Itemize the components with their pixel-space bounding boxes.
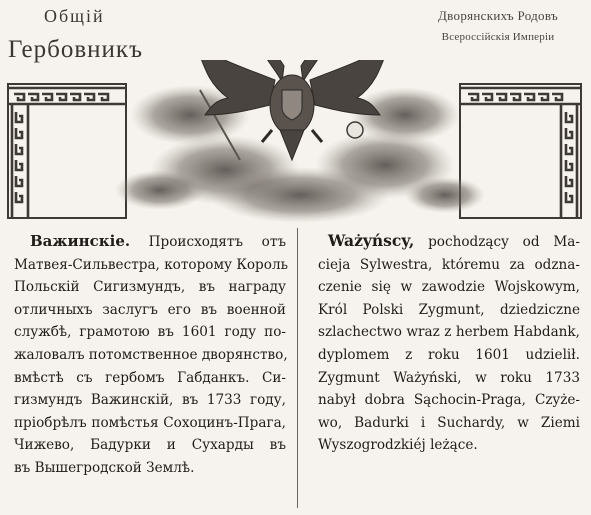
entry-line: nabył dobra Sąchocin-Praga, Czyże-	[318, 392, 580, 409]
family-name-polish: Ważyńscy,	[328, 231, 415, 250]
entry-line: отличныхъ заслугъ его въ военной	[14, 301, 286, 318]
subtitle-line-2: Всероссійскія Имперіи	[441, 31, 555, 43]
entry-line: cieja Sylwestra, któremu za odzna-	[318, 256, 580, 273]
entry-line: въ Вышегродской Землѣ.	[14, 459, 195, 476]
column-divider	[297, 228, 298, 508]
entry-line: жаловалъ потомственное дворянство,	[14, 346, 288, 363]
entry-line: Чижево, Бадурки и Сухарды въ	[14, 437, 286, 454]
entry-line: wo, Badurki i Suchardy, w Ziemi	[318, 414, 580, 431]
subtitle-line-1: Дворянскихъ Родовъ	[438, 8, 558, 23]
entry-line: службѣ, грамотою въ 1601 году по-	[14, 324, 286, 341]
entry-line: Wyszogrodzkiéj leżące.	[318, 437, 478, 454]
header-engraving	[0, 60, 591, 225]
entry-line: Матвея-Сильвестра, которому Король	[14, 256, 288, 273]
entry-line: Król Polski Zygmunt, dziedziczne	[318, 301, 580, 318]
entry-first-line: Ważyńscy, pochodzący od Ma-	[328, 231, 580, 250]
family-name-russian: Важинскіе.	[30, 232, 131, 250]
entry-line: czenie się w zawodzie Wojskowym,	[318, 279, 580, 296]
entry-polish	[318, 230, 580, 457]
entry-line: пріобрѣлъ помѣстья Сохоцинъ-Прага,	[14, 414, 286, 431]
entry-line: Zygmunt Ważyński, w roku 1733	[318, 369, 580, 386]
entry-line: гизмундъ Важинскій, въ 1733 году,	[14, 392, 286, 409]
orb-icon	[347, 122, 363, 138]
entry-line: Польскій Сигизмундъ, въ награду	[14, 279, 286, 296]
entry-line: szlachectwo wraz z herbem Habdank,	[318, 324, 580, 341]
book-subtitle	[413, 8, 583, 43]
greek-key-border-left-icon	[8, 84, 126, 218]
entry-line: вмѣстѣ съ гербомъ Габданкъ. Си-	[14, 369, 286, 386]
entry-russian	[14, 230, 286, 480]
title-line-2: Гербовникъ	[8, 36, 143, 63]
entry-first-line: Важинскіе. Происходятъ отъ	[30, 232, 286, 250]
entry-line: dyplomem z roku 1601 udzielił.	[318, 346, 580, 363]
title-line-1: Общій	[44, 6, 105, 26]
